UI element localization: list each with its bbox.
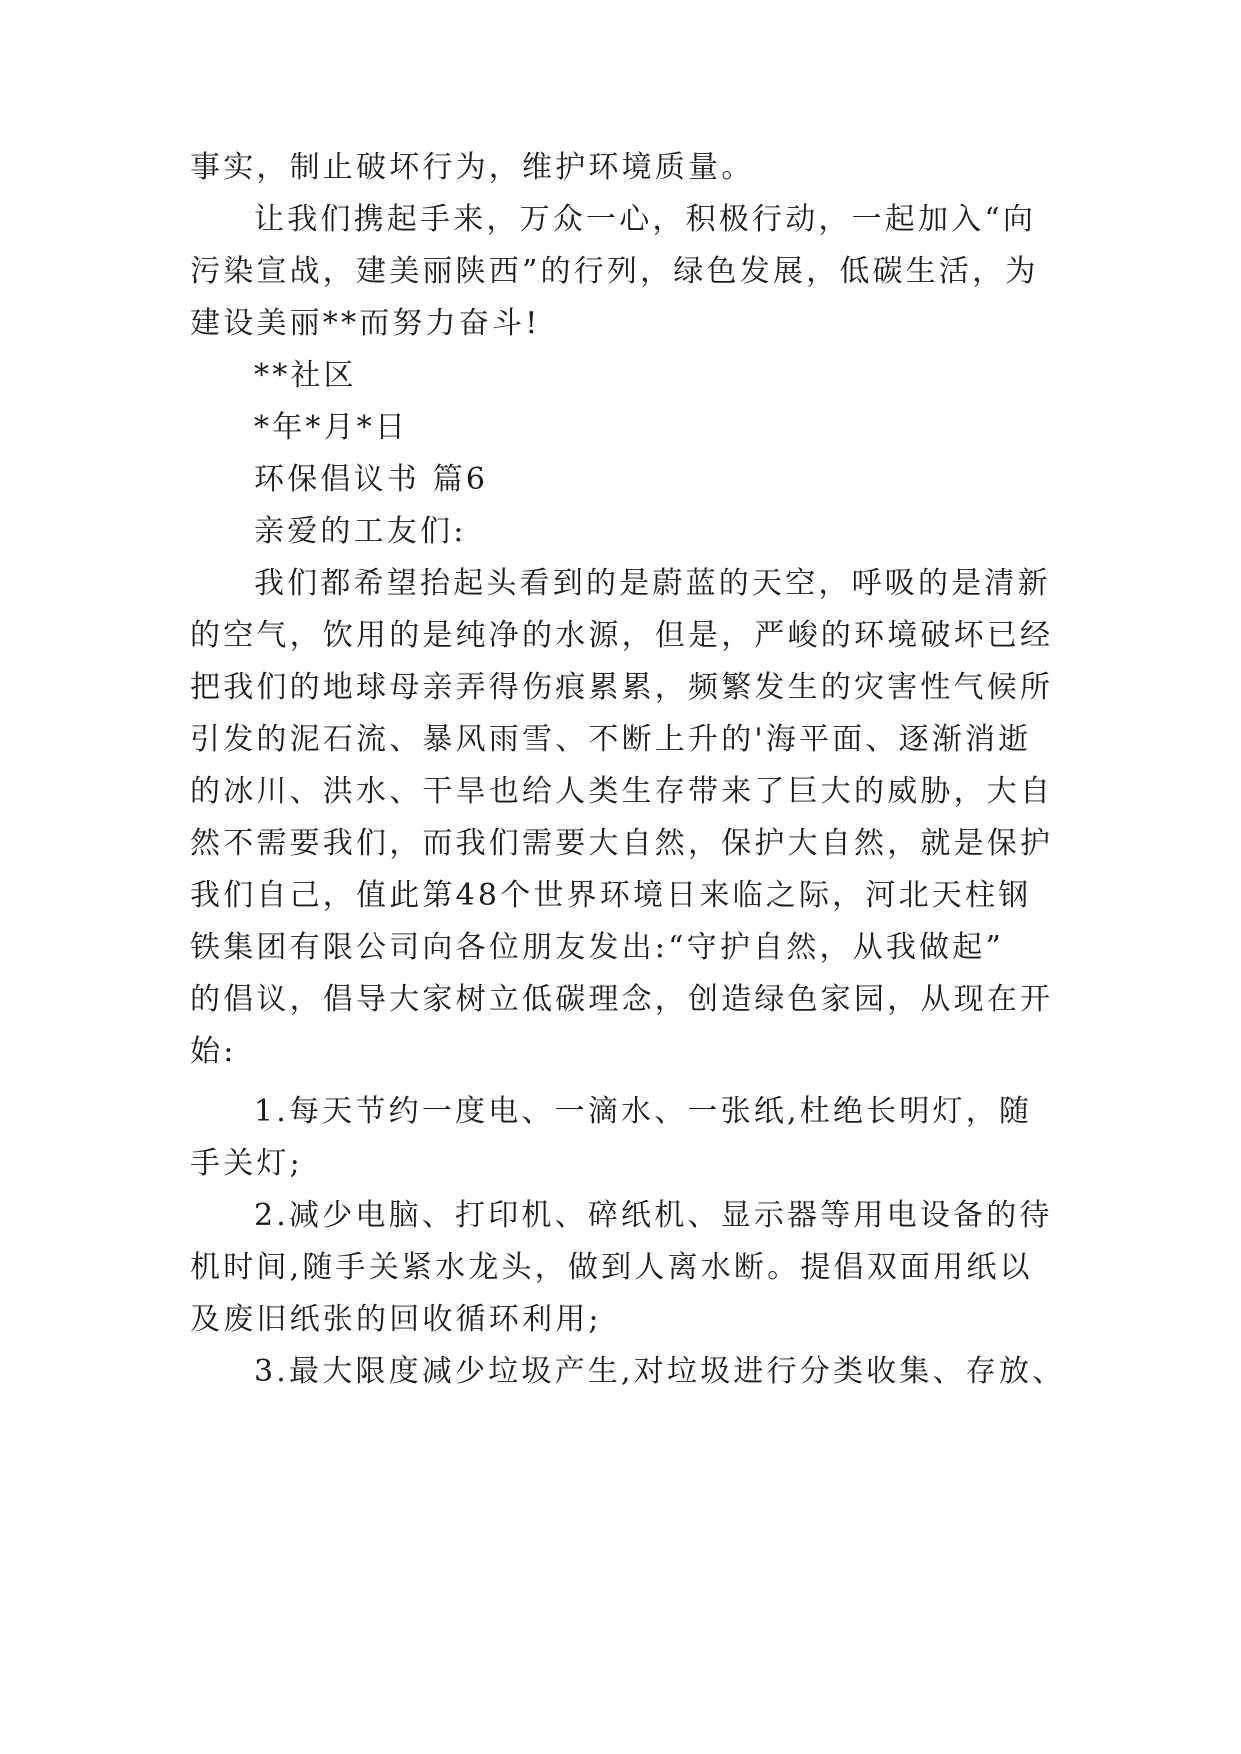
signature-date: *年*月*日 <box>254 410 409 445</box>
paragraph-first-line: 让我们携起手来，万众一心，积极行动，一起加入“向 <box>254 202 1037 237</box>
list-item-3: 3.最大限度减少垃圾产生,对垃圾进行分类收集、存放、 <box>254 1354 1066 1389</box>
text-line: 事实，制止破坏行为，维护环境质量。 <box>190 150 755 185</box>
salutation: 亲爱的工友们: <box>254 514 467 549</box>
text-line: 的倡议，倡导大家树立低碳理念，创造绿色家园，从现在开 <box>190 982 1054 1017</box>
text-line: 我们自己，值此第48个世界环境日来临之际，河北天柱钢 <box>190 878 1032 913</box>
text-line: 机时间,随手关紧水龙头，做到人离水断。提倡双面用纸以 <box>190 1250 1033 1285</box>
text-line: 的冰川、洪水、干旱也给人类生存带来了巨大的威胁，大自 <box>190 774 1054 809</box>
text-line: 铁集团有限公司向各位朋友发出:“守护自然，从我做起” <box>190 930 1004 965</box>
signature-org: **社区 <box>254 358 357 393</box>
text-line: 手关灯; <box>190 1146 303 1181</box>
paragraph-first-line: 我们都希望抬起头看到的是蔚蓝的天空，呼吸的是清新 <box>254 566 1051 601</box>
text-line: 污染宣战，建美丽陕西”的行列，绿色发展，低碳生活，为 <box>190 254 1039 289</box>
text-line: 的空气，饮用的是纯净的水源，但是，严峻的环境破坏已经 <box>190 618 1054 653</box>
list-item-1: 1.每天节约一度电、一滴水、一张纸,杜绝长明灯，随 <box>254 1094 1033 1129</box>
text-line: 然不需要我们，而我们需要大自然，保护大自然，就是保护 <box>190 826 1054 861</box>
section-heading: 环保倡议书 篇6 <box>254 462 489 497</box>
text-line: 及废旧纸张的回收循环利用; <box>190 1302 602 1337</box>
text-line: 始: <box>190 1034 237 1069</box>
text-line: 引发的泥石流、暴风雨雪、不断上升的'海平面、逐渐消逝 <box>190 722 1032 757</box>
list-item-2: 2.减少电脑、打印机、碎纸机、显示器等用电设备的待 <box>254 1198 1053 1233</box>
text-line: 把我们的地球母亲弄得伤痕累累，频繁发生的灾害性气候所 <box>190 670 1054 705</box>
text-line: 建设美丽**而努力奋斗! <box>190 306 541 341</box>
